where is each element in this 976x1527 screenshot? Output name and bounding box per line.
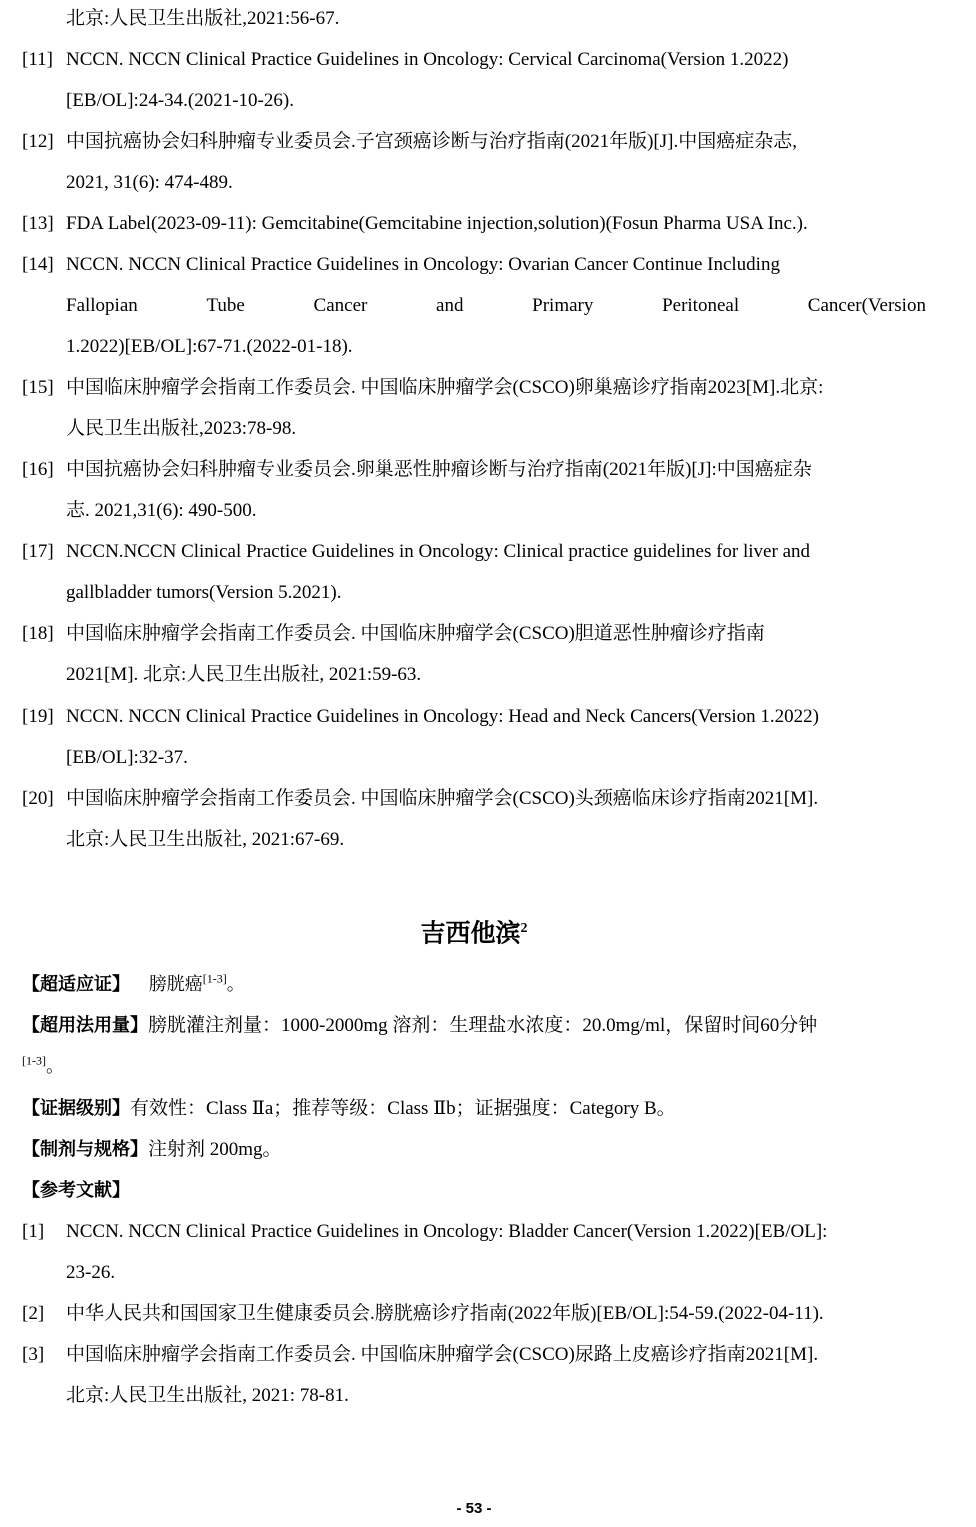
form-text: 注射剂 200mg。 bbox=[148, 1139, 282, 1160]
reference-number: [14] bbox=[22, 254, 54, 275]
page-number: - 53 - bbox=[456, 1500, 492, 1517]
reference-text: NCCN. NCCN Clinical Practice Guidelines in Oncology: Head and Neck Cancers(Version 1.2022) bbox=[66, 706, 819, 727]
reference-number: [1] bbox=[22, 1221, 45, 1242]
reference-text-justified bbox=[66, 294, 926, 318]
reference-number: [16] bbox=[22, 459, 54, 480]
reference-text: 1.2022)[EB/OL]:67-71.(2022-01-18). bbox=[66, 336, 353, 357]
evidence-text: 有效性：Class Ⅱa；推荐等级：Class Ⅱb；证据强度：Category B。 bbox=[130, 1098, 676, 1119]
reference-text: NCCN.NCCN Clinical Practice Guidelines in Oncology: Clinical practice guidelines for liver and bbox=[66, 541, 810, 562]
reference-text: 中国抗癌协会妇科肿瘤专业委员会.卵巢恶性肿瘤诊断与治疗指南(2021年版)[J]:中国癌症杂 bbox=[66, 459, 812, 480]
word: and bbox=[436, 295, 464, 316]
form-row bbox=[22, 1138, 282, 1162]
evidence-label: 【证据级别】 bbox=[22, 1098, 130, 1119]
reference-text: 中华人民共和国国家卫生健康委员会.膀胱癌诊疗指南(2022年版)[EB/OL]:54-59.(2022-04-11). bbox=[66, 1303, 824, 1324]
reference-text: [EB/OL]:24-34.(2021-10-26). bbox=[66, 90, 294, 111]
reference-number: [3] bbox=[22, 1344, 45, 1365]
reference-number: [13] bbox=[22, 213, 54, 234]
word: Fallopian bbox=[66, 295, 138, 316]
word: Primary bbox=[532, 295, 594, 316]
reference-number: [18] bbox=[22, 623, 54, 644]
reference-text: NCCN. NCCN Clinical Practice Guidelines in Oncology: Cervical Carcinoma(Version 1.2022) bbox=[66, 49, 789, 70]
form-label: 【制剂与规格】 bbox=[22, 1139, 148, 1160]
evidence-row bbox=[22, 1097, 676, 1121]
reference-number: [19] bbox=[22, 706, 54, 727]
word: Peritoneal bbox=[662, 295, 740, 316]
reference-text: gallbladder tumors(Version 5.2021). bbox=[66, 582, 342, 603]
references-heading bbox=[22, 1179, 130, 1203]
reference-text: 23-26. bbox=[66, 1262, 116, 1283]
reference-text: NCCN. NCCN Clinical Practice Guidelines in Oncology: Bladder Cancer(Version 1.2022)[EB/OL]: bbox=[66, 1221, 828, 1242]
reference-text: 中国临床肿瘤学会指南工作委员会. 中国临床肿瘤学会(CSCO)尿路上皮癌诊疗指南2021[M]. bbox=[66, 1344, 819, 1365]
reference-number: [12] bbox=[22, 131, 54, 152]
reference-text: 中国抗癌协会妇科肿瘤专业委员会.子宫颈癌诊断与治疗指南(2021年版)[J].中国癌症杂志, bbox=[66, 131, 797, 152]
section-title-text: 吉西他滨 bbox=[420, 918, 521, 948]
reference-text: 中国临床肿瘤学会指南工作委员会. 中国临床肿瘤学会(CSCO)胆道恶性肿瘤诊疗指南 bbox=[66, 623, 765, 644]
reference-text: 志. 2021,31(6): 490-500. bbox=[66, 500, 257, 521]
dosage-row-2 bbox=[22, 1055, 64, 1079]
reference-number: [17] bbox=[22, 541, 54, 562]
section-title-sup: 2 bbox=[520, 921, 528, 936]
reference-text: 人民卫生出版社,2023:78-98. bbox=[66, 418, 297, 439]
indication-end: 。 bbox=[226, 974, 245, 995]
section-title bbox=[0, 912, 948, 950]
indication-ref: [1-3] bbox=[202, 971, 227, 986]
dosage-ref: [1-3] bbox=[22, 1053, 46, 1068]
reference-number: [2] bbox=[22, 1303, 45, 1324]
dosage-label: 【超用法用量】 bbox=[22, 1015, 148, 1036]
reference-text: 2021[M]. 北京:人民卫生出版社, 2021:59-63. bbox=[66, 664, 422, 685]
reference-text: NCCN. NCCN Clinical Practice Guidelines in Oncology: Ovarian Cancer Continue Including bbox=[66, 254, 780, 275]
reference-text: 2021, 31(6): 474-489. bbox=[66, 172, 233, 193]
word: Cancer(Version bbox=[807, 295, 926, 316]
reference-number: [11] bbox=[22, 49, 53, 70]
references-label: 【参考文献】 bbox=[22, 1180, 130, 1201]
reference-number: [15] bbox=[22, 377, 54, 398]
word: Cancer bbox=[313, 295, 368, 316]
reference-text: FDA Label(2023-09-11): Gemcitabine(Gemcitabine injection,solution)(Fosun Pharma USA Inc.). bbox=[66, 213, 808, 234]
dosage-row bbox=[22, 1014, 817, 1038]
indication-row bbox=[22, 973, 245, 997]
dosage-text: 膀胱灌注剂量：1000-2000mg 溶剂：生理盐水浓度：20.0mg/ml，保留时间60分钟 bbox=[148, 1015, 818, 1036]
reference-text: 北京:人民卫生出版社, 2021:67-69. bbox=[66, 829, 345, 850]
reference-text: [EB/OL]:32-37. bbox=[66, 747, 188, 768]
reference-text: 中国临床肿瘤学会指南工作委员会. 中国临床肿瘤学会(CSCO)头颈癌临床诊疗指南2021[M]. bbox=[66, 788, 819, 809]
reference-number: [20] bbox=[22, 788, 54, 809]
reference-continuation: 北京:人民卫生出版社,2021:56-67. bbox=[66, 8, 340, 29]
reference-text: 中国临床肿瘤学会指南工作委员会. 中国临床肿瘤学会(CSCO)卵巢癌诊疗指南2023[M].北京: bbox=[66, 377, 824, 398]
reference-text: 北京:人民卫生出版社, 2021: 78-81. bbox=[66, 1385, 349, 1406]
indication-label: 【超适应证】 bbox=[22, 974, 130, 995]
dosage-end: 。 bbox=[46, 1056, 64, 1077]
indication-text: 膀胱癌 bbox=[148, 974, 203, 995]
word: Tube bbox=[206, 295, 245, 316]
